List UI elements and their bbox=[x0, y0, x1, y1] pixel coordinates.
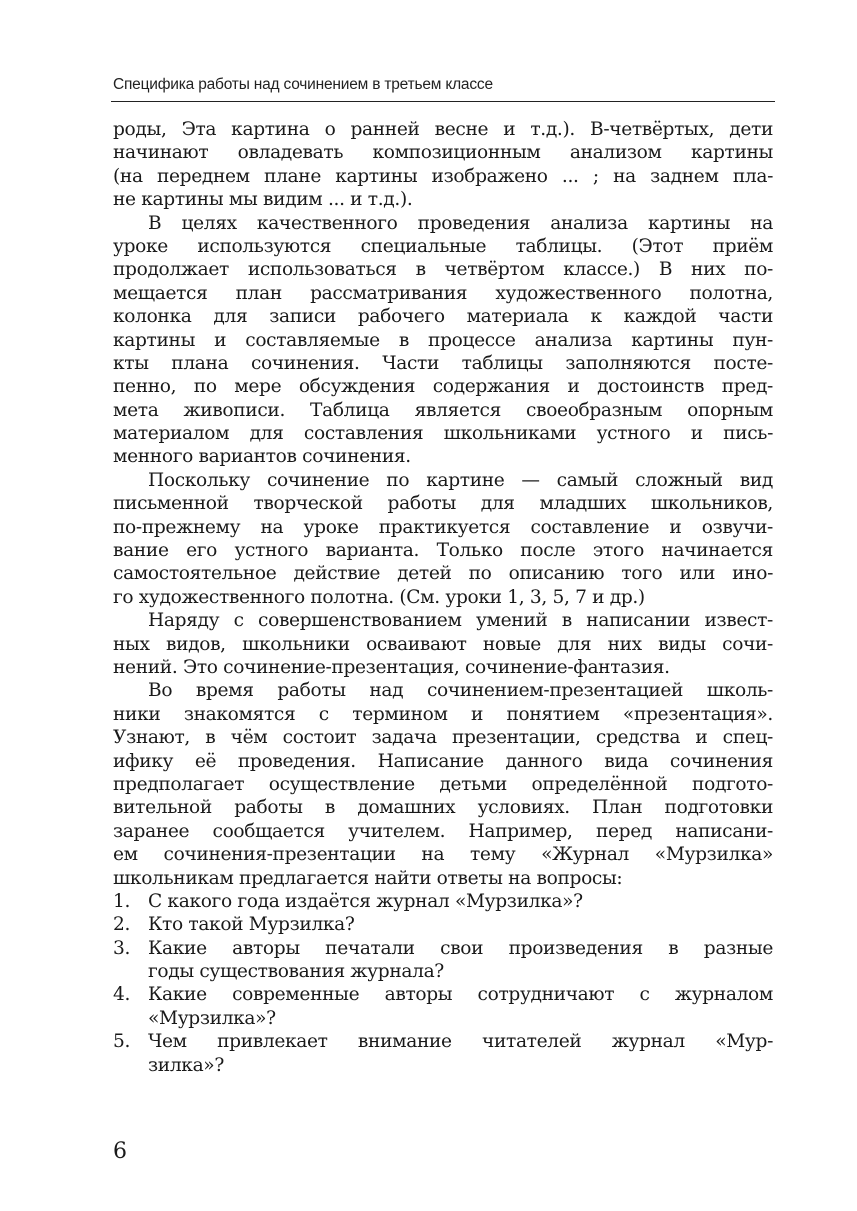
text-line: самостоятельное действие детей по описанию того или ино- bbox=[113, 563, 773, 585]
list-number: 1. bbox=[113, 890, 131, 912]
list-item-text bbox=[148, 1030, 773, 1077]
text-line: заранее сообщается учителем. Например, перед написани- bbox=[113, 820, 773, 842]
text-line: менного вариантов сочинения. bbox=[113, 446, 411, 468]
text-line: роды, Эта картина о ранней весне и т.д.). В-четвёртых, дети bbox=[113, 119, 773, 140]
list-item-text bbox=[148, 983, 773, 1030]
text-line: вание его устного варианта. Только после этого начинается bbox=[113, 540, 773, 562]
text-line: го художественного полотна. (См. уроки 1, 3, 5, 7 и др.) bbox=[113, 586, 645, 608]
text-line: не картины мы видим ... и т.д.). bbox=[113, 189, 413, 211]
text-line: колонка для записи рабочего материала к каждой части bbox=[113, 306, 773, 328]
text-line: Во время работы над сочинением-презентацией школь- bbox=[148, 680, 773, 702]
list-number: 2. bbox=[113, 914, 131, 936]
text-line: предполагает осуществление детьми определённой подгото- bbox=[113, 773, 773, 795]
text-line: ники знакомятся с термином и понятием «презентация». bbox=[113, 703, 773, 725]
text-line: пенно, по мере обсуждения содержания и достоинств пред- bbox=[113, 376, 773, 398]
text-line: Узнают, в чём состоит задача презентации, средства и спец- bbox=[113, 727, 773, 749]
text-line: Наряду с совершенствованием умений в написании извест- bbox=[148, 610, 773, 632]
text-line: кты плана сочинения. Части таблицы заполняются посте- bbox=[113, 352, 773, 374]
text-line: уроке используются специальные таблицы. (Этот приём bbox=[113, 235, 773, 257]
text-line: «Мурзилка»? bbox=[148, 1007, 276, 1029]
text-line: Какие авторы печатали свои произведения в разные bbox=[148, 937, 773, 959]
text-line: ем сочинения-презентации на тему «Журнал «Мурзилка» bbox=[113, 844, 773, 866]
text-line: С какого года издаётся журнал «Мурзилка»? bbox=[148, 890, 583, 912]
list-number: 4. bbox=[113, 984, 131, 1006]
list-item bbox=[113, 913, 773, 936]
paragraph bbox=[113, 609, 773, 679]
text-line: Чем привлекает внимание читателей журнал «Мур- bbox=[148, 1031, 773, 1053]
list-item bbox=[113, 937, 773, 984]
text-line: вительной работы в домашних условиях. План подготовки bbox=[113, 797, 773, 819]
list-item bbox=[113, 890, 773, 913]
text-line: школьникам предлагается найти ответы на вопросы: bbox=[113, 867, 623, 889]
text-line: мета живописи. Таблица является своеобразным опорным bbox=[113, 399, 773, 421]
text-line: ифику её проведения. Написание данного вида сочинения bbox=[113, 750, 773, 772]
paragraph bbox=[113, 212, 773, 469]
text-line: картины и составляемые в процессе анализа картины пун- bbox=[113, 329, 773, 351]
list-item-text bbox=[148, 890, 773, 913]
text-line: ных видов, школьники осваивают новые для них виды сочи- bbox=[113, 633, 773, 655]
question-list bbox=[113, 890, 773, 1077]
running-head: Специфика работы над сочинением в третьем классе bbox=[113, 76, 493, 93]
body-text bbox=[113, 118, 773, 1077]
text-line: мещается план рассматривания художественного полотна, bbox=[113, 282, 773, 304]
text-line: материалом для составления школьниками устного и пись- bbox=[113, 423, 773, 445]
list-item bbox=[113, 1030, 773, 1077]
text-line: по-прежнему на уроке практикуется составление и озвучи- bbox=[113, 516, 773, 538]
text-line: продолжает использоваться в четвёртом классе.) В них по- bbox=[113, 259, 773, 281]
text-line: письменной творческой работы для младших школьников, bbox=[113, 493, 773, 515]
text-line: Какие современные авторы сотрудничают с журналом bbox=[148, 984, 773, 1006]
paragraph bbox=[113, 679, 773, 890]
text-line: начинают овладевать композиционным анализом картины bbox=[113, 142, 773, 164]
paragraph bbox=[113, 118, 773, 212]
text-line: нений. Это сочинение-презентация, сочинение-фантазия. bbox=[113, 656, 670, 678]
text-line: Кто такой Мурзилка? bbox=[148, 914, 355, 936]
list-number: 3. bbox=[113, 937, 131, 959]
paragraph bbox=[113, 469, 773, 609]
text-line: В целях качественного проведения анализа картины на bbox=[148, 212, 773, 234]
text-line: Поскольку сочинение по картине — самый сложный вид bbox=[148, 469, 773, 491]
list-number: 5. bbox=[113, 1031, 131, 1053]
text-line: (на переднем плане картины изображено ... ; на заднем пла- bbox=[113, 165, 773, 187]
list-item bbox=[113, 983, 773, 1030]
list-item-text bbox=[148, 913, 773, 936]
text-line: годы существования журнала? bbox=[148, 961, 444, 983]
page-number: 6 bbox=[113, 1139, 127, 1164]
list-item-text bbox=[148, 937, 773, 984]
header-rule bbox=[111, 101, 775, 102]
text-line: зилка»? bbox=[148, 1054, 224, 1076]
